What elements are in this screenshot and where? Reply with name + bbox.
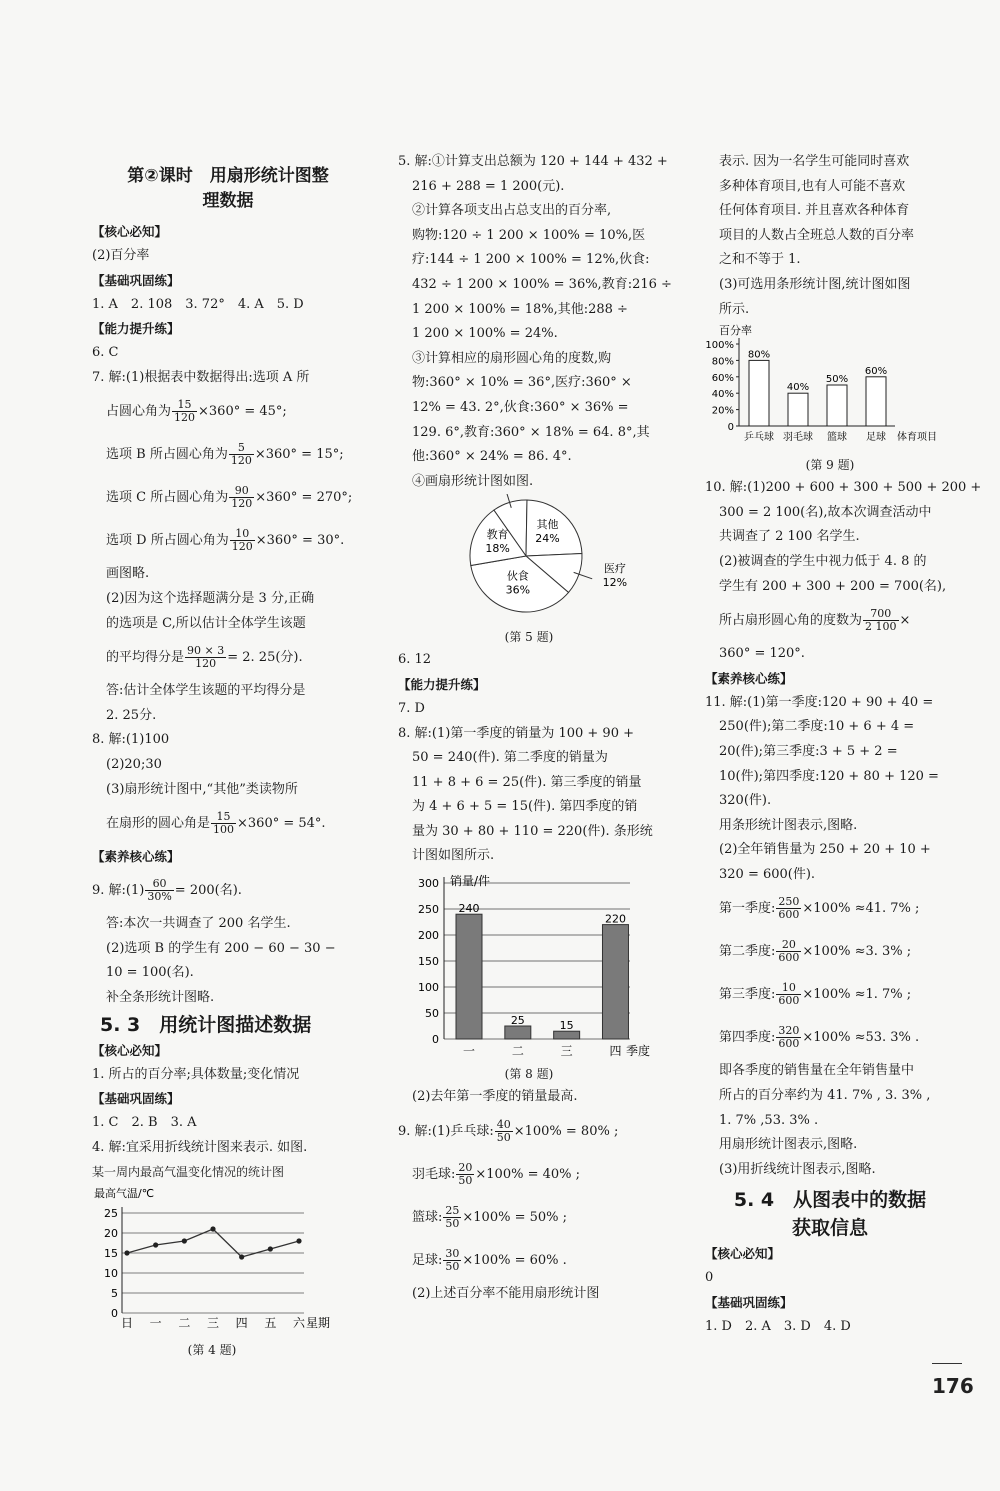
x-tick-label: 足球 bbox=[866, 432, 886, 444]
bar-value-label: 40% bbox=[786, 382, 810, 394]
answer-q5-line: ②计算各项支出占总支出的百分率, bbox=[412, 203, 612, 219]
column-middle bbox=[398, 150, 672, 1306]
answer-q5-line: 疗:144 ÷ 1 200 × 100% = 12%,伙食: bbox=[412, 252, 650, 268]
y-tick-label: 60% bbox=[711, 372, 734, 384]
answer-q11-line: 第四季度: $\frac{320}{600}$ ×100% ≈53. 3% . bbox=[719, 1024, 920, 1051]
section-basic: 【基础巩固练】 bbox=[92, 1091, 180, 1107]
x-tick-label: 二 bbox=[178, 1315, 191, 1330]
bar-value-label: 80% bbox=[747, 349, 771, 361]
bar bbox=[554, 1031, 580, 1039]
answer-q10-line: 所占扇形圆心角的度数为 $\frac{700}{2 100}$ × bbox=[719, 607, 911, 634]
column-left bbox=[92, 150, 364, 1361]
data-point bbox=[210, 1226, 215, 1231]
answer-q5-line: 1 200 × 100% = 24%. bbox=[412, 326, 558, 342]
section-5-3-title: 5. 3 用统计图描述数据 bbox=[100, 1013, 312, 1036]
x-tick-label: 四 bbox=[609, 1044, 622, 1059]
y-tick-label: 250 bbox=[418, 903, 439, 917]
answer-q11-line: 所占的百分率约为 41. 7% , 3. 3% , bbox=[719, 1088, 931, 1104]
slice-value: 24% bbox=[535, 532, 560, 546]
answer-q7-line: 画图略. bbox=[106, 566, 150, 582]
answer-q8-line: (2)去年第一季度的销量最高. bbox=[412, 1089, 578, 1105]
bar bbox=[602, 925, 628, 1039]
bar bbox=[505, 1026, 531, 1039]
data-point bbox=[268, 1246, 273, 1251]
answer-q9-line: 多种体育项目,也有人可能不喜欢 bbox=[719, 178, 906, 194]
section-basic: 【基础巩固练】 bbox=[705, 1295, 793, 1311]
section-5-4-title-line2: 获取信息 bbox=[791, 1217, 868, 1240]
answer-q11-line: 320(件). bbox=[719, 793, 772, 809]
answer-q8-line: 计图如图所示. bbox=[412, 848, 495, 864]
basic-answers: 1. A 2. 108 3. 72° 4. A 5. D bbox=[92, 296, 304, 312]
figure-caption: (第 9 题) bbox=[805, 458, 855, 473]
data-point bbox=[239, 1254, 244, 1259]
y-tick-label: 0 bbox=[727, 422, 734, 434]
answer-q6: 6. C bbox=[92, 345, 119, 361]
answer-q7-line: 选项 C 所占圆心角为 $\frac{90}{120}$ ×360° = 270°; bbox=[106, 484, 353, 511]
answer-q5-line: 5. 解:①计算支出总额为 120 + 144 + 432 + bbox=[398, 154, 668, 169]
section-basic: 【基础巩固练】 bbox=[92, 272, 180, 288]
slice-value: 36% bbox=[505, 584, 531, 598]
answer-q7-line: 2. 25分. bbox=[106, 707, 157, 723]
answer-q10-line: 360° = 120°. bbox=[719, 646, 805, 662]
answer-q5-line: 432 ÷ 1 200 × 100% = 36%,教育:216 ÷ bbox=[412, 276, 672, 292]
y-tick-label: 10 bbox=[104, 1266, 118, 1280]
answer-q11-line: 用扇形统计图表示,图略. bbox=[719, 1137, 858, 1153]
answer-q11-line: 即各季度的销售量在全年销售量中 bbox=[719, 1063, 915, 1079]
x-tick-label: 六 bbox=[292, 1315, 306, 1330]
y-tick-label: 0 bbox=[432, 1033, 439, 1047]
x-tick-label: 三 bbox=[560, 1044, 573, 1059]
x-tick-label: 篮球 bbox=[827, 432, 847, 444]
x-tick-label: 二 bbox=[511, 1044, 524, 1059]
answer-q7-line: 选项 D 所占圆心角为 $\frac{10}{120}$ ×360° = 30°. bbox=[106, 527, 345, 554]
y-tick-label: 150 bbox=[418, 955, 439, 969]
bar-value-label: 220 bbox=[604, 912, 626, 926]
y-tick-label: 15 bbox=[104, 1246, 118, 1260]
answer-q9-line: (2)选项 B 的学生有 200 − 60 − 30 − bbox=[106, 940, 336, 956]
answer-q8-line: (3)扇形统计图中,“其他”类读物所 bbox=[106, 781, 298, 797]
bar-value-label: 25 bbox=[510, 1014, 525, 1028]
y-tick-label: 300 bbox=[418, 877, 439, 891]
answer-q9-line: (3)可选用条形统计图,统计图如图 bbox=[719, 276, 911, 292]
answer-q9-line: 表示. 因为一名学生可能同时喜欢 bbox=[719, 154, 910, 169]
slice-label: 伙食 bbox=[506, 570, 529, 584]
x-tick-label: 一 bbox=[149, 1315, 162, 1330]
answer-q8-line: 8. 解:(1)第一季度的销量为 100 + 90 + bbox=[398, 725, 634, 741]
data-point bbox=[124, 1250, 129, 1255]
y-tick-label: 25 bbox=[104, 1206, 118, 1220]
answer-q7-line: (2)因为这个选择题满分是 3 分,正确 bbox=[106, 590, 315, 606]
data-point bbox=[296, 1238, 301, 1243]
answer-q11-line: 用条形统计图表示,图略. bbox=[719, 817, 858, 833]
y-tick-label: 80% bbox=[711, 356, 734, 368]
bar-value-label: 15 bbox=[559, 1019, 574, 1033]
answer-q7: 7. D bbox=[398, 700, 425, 716]
answer-q11-line: 1. 7% ,53. 3% . bbox=[719, 1112, 819, 1128]
answer-q5-line: 他:360° × 24% = 86. 4°. bbox=[412, 449, 572, 465]
answer-q7-line: 选项 B 所占圆心角为 $\frac{5}{120}$ ×360° = 15°; bbox=[106, 441, 344, 468]
slice-value: 18% bbox=[485, 542, 510, 556]
section-literacy: 【素养核心练】 bbox=[92, 849, 180, 865]
answer-q8-line: 11 + 8 + 6 = 25(件). 第三季度的销量 bbox=[412, 774, 642, 790]
x-tick-label: 乒乓球 bbox=[744, 432, 774, 444]
section-ability: 【能力提升练】 bbox=[92, 321, 180, 337]
sales-bar-chart bbox=[398, 869, 660, 1059]
bar bbox=[788, 393, 808, 426]
expense-pie-chart bbox=[398, 494, 660, 622]
section-ability: 【能力提升练】 bbox=[398, 676, 486, 692]
data-point bbox=[182, 1238, 187, 1243]
y-tick-label: 100 bbox=[418, 981, 439, 995]
x-tick-label: 羽毛球 bbox=[783, 432, 813, 444]
answer-q10-line: 共调查了 2 100 名学生. bbox=[719, 529, 860, 545]
core-answer: (2)百分率 bbox=[92, 248, 150, 263]
slice-label: 其他 bbox=[536, 518, 559, 532]
y-tick-label: 40% bbox=[711, 389, 734, 401]
section-literacy: 【素养核心练】 bbox=[705, 670, 793, 686]
answer-q5-line: 12% = 43. 2°,伙食:360° × 36% = bbox=[412, 399, 629, 415]
answer-q9-line: 9. 解:(1) $\frac{60}{30\%}$ = 200(名). bbox=[92, 877, 242, 904]
figure-caption: (第 8 题) bbox=[504, 1067, 554, 1082]
answer-q9-line: 9. 解:(1)乒乓球: $\frac{40}{50}$ ×100% = 80% ; bbox=[398, 1117, 619, 1144]
section-core: 【核心必知】 bbox=[92, 1042, 168, 1058]
x-tick-label: 四 bbox=[235, 1315, 248, 1330]
answer-q11-line: 第一季度: $\frac{250}{600}$ ×100% ≈41. 7% ; bbox=[719, 895, 920, 922]
section-core: 【核心必知】 bbox=[92, 224, 168, 239]
answer-q11-line: (2)全年销售量为 250 + 20 + 10 + bbox=[719, 842, 931, 858]
answer-q5-line: 1 200 × 100% = 18%,其他:288 ÷ bbox=[412, 301, 628, 317]
lesson-title-line1: 第②课时 用扇形统计图整 bbox=[127, 166, 329, 186]
answer-q10-line: 学生有 200 + 300 + 200 = 700(名), bbox=[719, 578, 947, 594]
answer-q5-line: 物:360° × 10% = 36°,医疗:360° × bbox=[412, 375, 632, 391]
line-chart-title: 某一周内最高气温变化情况的统计图 bbox=[92, 1165, 285, 1180]
answer-q5-line: 129. 6°,教育:360° × 18% = 64. 8°,其 bbox=[412, 424, 650, 440]
answer-q11-line: 第二季度: $\frac{20}{600}$ ×100% ≈3. 3% ; bbox=[719, 938, 912, 965]
basic-answers: 1. C 2. B 3. A bbox=[92, 1115, 197, 1131]
bar bbox=[827, 385, 847, 426]
y-tick-label: 0 bbox=[111, 1306, 118, 1320]
answer-q9-line: 任何体育项目. 并且喜欢各种体育 bbox=[719, 203, 910, 219]
y-tick-label: 5 bbox=[111, 1286, 118, 1300]
bar bbox=[749, 361, 769, 427]
x-axis-label: 体育项目 bbox=[897, 432, 937, 444]
sport-percent-bar-chart bbox=[705, 322, 955, 450]
answer-q8-line: (2)20;30 bbox=[106, 756, 162, 772]
answer-q11-line: 320 = 600(件). bbox=[719, 866, 816, 882]
x-axis-label: 星期 bbox=[306, 1315, 331, 1330]
x-axis-label: 季度 bbox=[626, 1044, 651, 1059]
y-tick-label: 200 bbox=[418, 929, 439, 943]
section-5-4-title-line1: 5. 4 从图表中的数据 bbox=[733, 1189, 927, 1212]
bar-value-label: 240 bbox=[458, 902, 480, 916]
data-point bbox=[153, 1242, 158, 1247]
answer-q11-line: 250(件);第二季度:10 + 6 + 4 = bbox=[719, 719, 915, 735]
y-tick-label: 100% bbox=[705, 340, 734, 352]
slice-label: 医疗 bbox=[603, 562, 626, 576]
answer-q11-line: 20(件);第三季度:3 + 5 + 2 = bbox=[719, 743, 898, 759]
answer-q7-line: 7. 解:(1)根据表中数据得出:选项 A 所 bbox=[92, 369, 310, 385]
answer-q10-line: 10. 解:(1)200 + 600 + 300 + 500 + 200 + bbox=[705, 480, 982, 496]
answer-q11-line: 第三季度: $\frac{10}{600}$ ×100% ≈1. 7% ; bbox=[719, 981, 912, 1008]
answer-q9-line: 羽毛球: $\frac{20}{50}$ ×100% = 40% ; bbox=[412, 1160, 581, 1187]
answer-q9-line: 篮球: $\frac{25}{50}$ ×100% = 50% ; bbox=[412, 1203, 568, 1230]
answer-q11-line: 10(件);第四季度:120 + 80 + 120 = bbox=[719, 768, 939, 784]
answer-q5-line: ③计算相应的扇形圆心角的度数,购 bbox=[412, 350, 612, 366]
answer-q5-line: 购物:120 ÷ 1 200 × 100% = 10%,医 bbox=[412, 227, 646, 243]
x-tick-label: 三 bbox=[206, 1315, 220, 1330]
y-tick-label: 50 bbox=[425, 1007, 439, 1021]
figure-caption: (第 4 题) bbox=[187, 1342, 237, 1357]
answer-q9-line: 足球: $\frac{30}{50}$ ×100% = 60% . bbox=[412, 1246, 567, 1273]
y-axis-label: 销量/件 bbox=[450, 874, 491, 889]
bar bbox=[456, 914, 482, 1039]
answer-q6: 6. 12 bbox=[398, 652, 432, 668]
answer-q11-line: (3)用折线统计图表示,图略. bbox=[719, 1161, 876, 1177]
x-tick-label: 五 bbox=[264, 1315, 277, 1330]
answer-q11-line: 11. 解:(1)第一季度:120 + 90 + 40 = bbox=[705, 694, 934, 710]
answer-q7-line: 的选项是 C,所以估计全体学生该题 bbox=[106, 615, 306, 631]
answer-q8-line: 量为 30 + 80 + 110 = 220(件). 条形统 bbox=[412, 823, 653, 839]
section-core: 【核心必知】 bbox=[705, 1246, 781, 1262]
answer-q10-line: 300 = 2 100(名),故本次调查活动中 bbox=[719, 504, 932, 520]
x-tick-label: 日 bbox=[120, 1315, 134, 1330]
answer-q8-line: 8. 解:(1)100 bbox=[92, 732, 170, 748]
figure-caption: (第 5 题) bbox=[504, 630, 554, 645]
answer-q8-line: 50 = 240(件). 第二季度的销量为 bbox=[412, 750, 608, 766]
slice-label: 教育 bbox=[486, 528, 509, 542]
answer-q9-line: (2)上述百分率不能用扇形统计图 bbox=[412, 1285, 600, 1301]
lesson-title-line2: 理数据 bbox=[202, 191, 254, 211]
answer-q9-line: 所示. bbox=[719, 301, 750, 317]
answer-q7-line: 的平均得分是 $\frac{90 \times 3}{120}$ = 2. 25(分). bbox=[106, 644, 303, 671]
answer-q9-line: 10 = 100(名). bbox=[106, 965, 194, 981]
answer-q7-line: 答:估计全体学生该题的平均得分是 bbox=[106, 683, 306, 699]
bar-value-label: 60% bbox=[864, 365, 888, 377]
answer-q9-line: 补全条形统计图略. bbox=[106, 989, 215, 1005]
answer-q10-line: (2)被调查的学生中视力低于 4. 8 的 bbox=[719, 553, 927, 569]
core-answer: 0 bbox=[705, 1270, 714, 1286]
answer-q7-line: 占圆心角为 $\frac{15}{120}$ ×360° = 45°; bbox=[106, 398, 287, 425]
bar bbox=[866, 377, 886, 426]
answer-q4-line: 4. 解:宜采用折线统计图来表示. 如图. bbox=[92, 1139, 308, 1155]
answer-q8-line: 为 4 + 6 + 5 = 15(件). 第四季度的销 bbox=[412, 799, 638, 815]
y-axis-label: 百分率 bbox=[719, 324, 752, 338]
answer-q9-line: 项目的人数占全班总人数的百分率 bbox=[719, 227, 915, 243]
answer-q5-line: 216 + 288 = 1 200(元). bbox=[412, 178, 565, 194]
page-number: 176 bbox=[932, 1350, 1000, 1398]
basic-answers: 1. D 2. A 3. D 4. D bbox=[705, 1319, 851, 1335]
y-tick-label: 20% bbox=[711, 405, 734, 417]
temperature-line-chart bbox=[92, 1185, 332, 1335]
answer-q5-line: ④画扇形统计图如图. bbox=[412, 473, 534, 489]
core-answer: 1. 所占的百分率;具体数量;变化情况 bbox=[92, 1066, 300, 1082]
column-right bbox=[705, 150, 982, 1340]
answer-q8-line: 在扇形的圆心角是 $\frac{15}{100}$ ×360° = 54°. bbox=[106, 810, 326, 837]
y-tick-label: 20 bbox=[104, 1226, 118, 1240]
answer-q9-line: 答:本次一共调查了 200 名学生. bbox=[106, 916, 291, 932]
bar-value-label: 50% bbox=[825, 374, 849, 386]
answer-q9-line: 之和不等于 1. bbox=[719, 252, 801, 268]
slice-value: 12% bbox=[602, 576, 628, 590]
y-axis-label: 最高气温/℃ bbox=[94, 1186, 155, 1200]
x-tick-label: 一 bbox=[462, 1044, 476, 1059]
